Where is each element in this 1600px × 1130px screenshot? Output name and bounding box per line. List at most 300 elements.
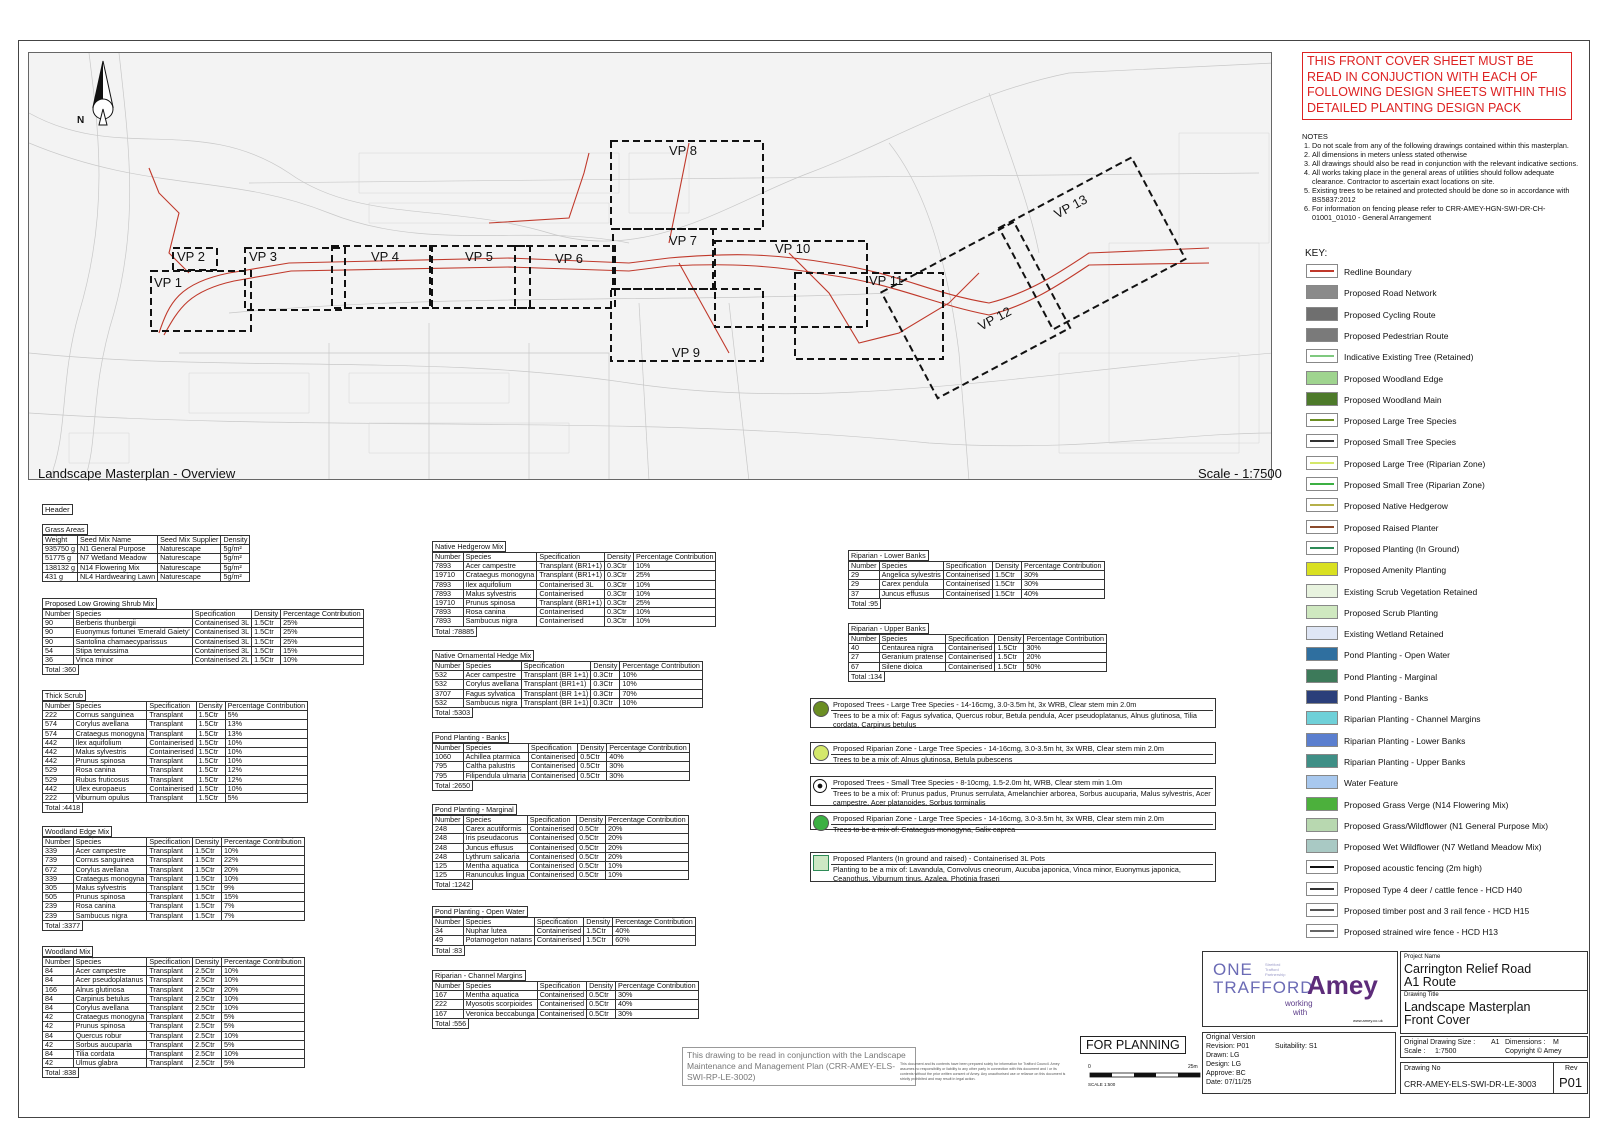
proposal-note bbox=[810, 812, 1216, 834]
table-cell: Caltha palustris bbox=[463, 762, 528, 771]
table-cell: N14 Flowering Mix bbox=[77, 563, 157, 572]
table-cell: 5g/m² bbox=[221, 572, 250, 581]
legend-swatch-mark bbox=[1310, 440, 1334, 442]
table-cell: 222 bbox=[43, 711, 74, 720]
table-cell: Ulex europaeus bbox=[73, 784, 147, 793]
legend-item bbox=[1306, 924, 1586, 940]
viewport-label[interactable]: VP 2 bbox=[177, 249, 205, 264]
proposal-title: Proposed Trees - Large Tree Species - 14-16cmg, 3.0-3.5m ht, 3x WRB, Clear stem min 2.0m bbox=[831, 700, 1213, 711]
legend-item bbox=[1306, 882, 1586, 898]
table-cell: Containerised bbox=[147, 784, 196, 793]
legend-swatch bbox=[1306, 924, 1338, 938]
drawing-subtitle: Front Cover bbox=[1404, 1013, 1470, 1027]
table-total: Total :838 bbox=[42, 1068, 79, 1078]
column-header: Percentage Contribution bbox=[633, 553, 716, 562]
legend-swatch-mark bbox=[1310, 462, 1334, 464]
table-cell: 1.5Ctr bbox=[193, 847, 222, 856]
viewport-label[interactable]: VP 5 bbox=[465, 249, 493, 264]
column-header: Species bbox=[463, 744, 528, 753]
legend-label: Proposed Small Tree Species bbox=[1344, 437, 1456, 448]
table-cell: Alnus glutinosa bbox=[73, 985, 147, 994]
table-cell: 13% bbox=[225, 729, 308, 738]
table-cell: 10% bbox=[606, 871, 689, 880]
column-header: Species bbox=[73, 610, 192, 619]
table-cell: 0.5Ctr bbox=[577, 852, 606, 861]
table-cell: Transplant bbox=[147, 994, 193, 1003]
table-cell: Ulmus glabra bbox=[73, 1059, 147, 1068]
notes-heading: NOTES bbox=[1302, 132, 1328, 141]
table-cell: Containerised bbox=[537, 617, 605, 626]
legend-label: Proposed Grass Verge (N14 Flowering Mix) bbox=[1344, 799, 1509, 810]
table-cell: 2.5Ctr bbox=[193, 976, 222, 985]
table bbox=[42, 701, 308, 803]
column-header: Specification bbox=[946, 635, 995, 644]
table-cell: 167 bbox=[433, 1009, 464, 1018]
proposal-note bbox=[810, 698, 1216, 728]
column-header: Seed Mix Name bbox=[77, 536, 157, 545]
table-cell: 0.3Ctr bbox=[591, 689, 620, 698]
table-cell: 442 bbox=[43, 784, 74, 793]
legend-label: Proposed Grass/Wildflower (N1 General Purpose Mix) bbox=[1344, 820, 1549, 831]
table-cell: Lythrum salicaria bbox=[463, 852, 527, 861]
table-cell: Rosa canina bbox=[73, 766, 147, 775]
table-row bbox=[43, 729, 308, 738]
table-cell: 40% bbox=[613, 927, 696, 936]
legend-swatch bbox=[1306, 711, 1338, 725]
table-cell: 166 bbox=[43, 985, 74, 994]
column-header: Number bbox=[43, 958, 74, 967]
proposal-body: Trees to be a mix of: Fagus sylvatica, Quercus robur, Betula pendula, Acer pseudoplatanus, Alnus glutinosa, Tilia cordata, Carpinus betulus bbox=[833, 710, 1197, 729]
scale-end: 25m bbox=[1188, 1064, 1198, 1070]
table bbox=[42, 957, 305, 1068]
drawing-number-label: Drawing No bbox=[1404, 1065, 1441, 1072]
table-cell: 1.5Ctr bbox=[196, 720, 225, 729]
table-cell: 0.3Ctr bbox=[604, 599, 633, 608]
legend-label: Proposed Small Tree (Riparian Zone) bbox=[1344, 480, 1485, 490]
drawing-number: CRR-AMEY-ELS-SWI-DR-LE-3003 bbox=[1404, 1079, 1537, 1089]
north-label: N bbox=[77, 115, 85, 126]
legend-label: Proposed Scrub Planting bbox=[1344, 607, 1439, 618]
table-cell: Transplant bbox=[147, 729, 196, 738]
table-cell: Crataegus monogyna bbox=[73, 1013, 147, 1022]
table-cell: 5g/m² bbox=[221, 554, 250, 563]
table bbox=[848, 561, 1105, 599]
legend-swatch bbox=[1306, 860, 1338, 874]
table-cell: 1.5Ctr bbox=[252, 628, 281, 637]
amey-logo: Amey bbox=[1307, 970, 1378, 1000]
table-cell: 239 bbox=[43, 902, 74, 911]
table-cell: Naturescape bbox=[158, 563, 221, 572]
viewport-label[interactable]: VP 10 bbox=[775, 241, 811, 256]
legend-label: Proposed Native Hedgerow bbox=[1344, 501, 1448, 512]
table-cell: 20% bbox=[606, 843, 689, 852]
table-total: Total :4418 bbox=[42, 803, 83, 813]
table-cell: 442 bbox=[43, 757, 74, 766]
table-row bbox=[849, 653, 1107, 662]
legend-label: Proposed timber post and 3 rail fence - HCD H15 bbox=[1344, 906, 1530, 916]
table-cell: 20% bbox=[606, 825, 689, 834]
riparian-large-tree-icon bbox=[813, 745, 829, 761]
table-cell: Silene dioica bbox=[879, 662, 946, 671]
table-row bbox=[43, 1059, 305, 1068]
column-header: Density bbox=[221, 536, 250, 545]
column-header: Number bbox=[433, 662, 464, 671]
trafford-logo: TRAFFORD bbox=[1213, 978, 1314, 997]
legend-swatch bbox=[1306, 434, 1338, 448]
masterplan-map bbox=[28, 52, 1272, 480]
table-cell: Stipa tenuissima bbox=[73, 646, 192, 655]
legend-item bbox=[1306, 669, 1586, 685]
viewport-label[interactable]: VP 9 bbox=[672, 345, 700, 360]
table-title: Woodland Edge Mix bbox=[42, 826, 112, 837]
table-cell: 1.5Ctr bbox=[193, 902, 222, 911]
legend-label: Proposed Woodland Edge bbox=[1344, 373, 1444, 384]
column-header: Species bbox=[463, 918, 534, 927]
legend-item bbox=[1306, 307, 1586, 323]
table-cell: Juncus effusus bbox=[463, 843, 527, 852]
table-cell: 40% bbox=[1022, 589, 1105, 598]
table-cell: Achillea ptarmica bbox=[463, 753, 528, 762]
table-cell: 5g/m² bbox=[221, 545, 250, 554]
note-item: 1. Do not scale from any of the following drawings contained within this masterplan. bbox=[1312, 141, 1582, 150]
table-cell: 42 bbox=[43, 1013, 74, 1022]
table-cell: Transplant bbox=[147, 847, 193, 856]
table-cell: 574 bbox=[43, 720, 74, 729]
viewport-label[interactable]: VP 1 bbox=[154, 275, 182, 290]
legend-item bbox=[1306, 860, 1586, 876]
table-row bbox=[433, 571, 716, 580]
table-cell: 30% bbox=[616, 1009, 699, 1018]
table-cell: 167 bbox=[433, 991, 464, 1000]
drawing-number-block bbox=[1400, 1062, 1588, 1094]
table-row bbox=[43, 902, 305, 911]
legend-swatch bbox=[1306, 903, 1338, 917]
table-cell: 49 bbox=[433, 936, 464, 945]
table bbox=[432, 917, 696, 946]
table-cell: Transplant bbox=[147, 865, 193, 874]
table-cell: 0.5Ctr bbox=[578, 771, 607, 780]
project-route: A1 Route bbox=[1404, 975, 1457, 989]
table-cell: Transplant bbox=[147, 902, 193, 911]
table-cell: Nuphar lutea bbox=[463, 927, 534, 936]
legend-label: Pond Planting - Marginal bbox=[1344, 671, 1438, 682]
table-cell: Transplant bbox=[147, 1004, 193, 1013]
table-cell: 10% bbox=[633, 562, 716, 571]
table-cell: 0.5Ctr bbox=[577, 871, 606, 880]
table-cell: 1.5Ctr bbox=[196, 794, 225, 803]
table-cell: 7% bbox=[222, 902, 305, 911]
legend-item bbox=[1306, 690, 1586, 706]
column-header: Percentage Contribution bbox=[1022, 562, 1105, 571]
table-cell: Cornus sanguinea bbox=[73, 856, 147, 865]
viewport-label[interactable]: VP 7 bbox=[669, 233, 697, 248]
table-cell: 222 bbox=[43, 794, 74, 803]
table-title: Pond Planting - Open Water bbox=[432, 906, 528, 917]
table-cell: 40% bbox=[616, 1000, 699, 1009]
table-cell: 10% bbox=[222, 1050, 305, 1059]
table-cell: Containerised bbox=[946, 662, 995, 671]
table-cell: NL4 Hardwearing Lawn bbox=[77, 572, 157, 581]
legend-label: Existing Scrub Vegetation Retained bbox=[1344, 586, 1478, 597]
table-cell: 1.5Ctr bbox=[995, 662, 1024, 671]
table-cell: 15% bbox=[222, 893, 305, 902]
legend-swatch-mark bbox=[1310, 270, 1334, 272]
column-header: Specification bbox=[537, 982, 586, 991]
table-cell: Naturescape bbox=[158, 554, 221, 563]
table-cell: 0.5Ctr bbox=[587, 991, 616, 1000]
table-cell: N7 Wetland Meadow bbox=[77, 554, 157, 563]
woodland-mix-table bbox=[42, 946, 305, 1078]
pond-marginal-table bbox=[432, 804, 689, 890]
legend-item bbox=[1306, 711, 1586, 727]
table-title: Native Ornamental Hedge Mix bbox=[432, 650, 534, 661]
scale-label: Scale : bbox=[1404, 1048, 1426, 1055]
table-cell: 60% bbox=[613, 936, 696, 945]
column-header: Percentage Contribution bbox=[225, 702, 308, 711]
table-row bbox=[43, 794, 308, 803]
scale-label: SCALE 1:500 bbox=[1088, 1082, 1116, 1087]
legend-swatch bbox=[1306, 647, 1338, 661]
approved-by: Approve: BC bbox=[1206, 1070, 1246, 1077]
column-header: Species bbox=[463, 816, 527, 825]
table-cell: Containerised 3L bbox=[537, 580, 605, 589]
viewport-label[interactable]: VP 4 bbox=[371, 249, 399, 264]
legend-swatch bbox=[1306, 584, 1338, 598]
scale-value: 1:7500 bbox=[1435, 1048, 1457, 1055]
table-cell: Containerised bbox=[147, 748, 196, 757]
column-header: Percentage Contribution bbox=[1024, 635, 1107, 644]
table-cell: 532 bbox=[433, 680, 464, 689]
table-cell: 10% bbox=[620, 671, 703, 680]
proposal-body: Trees to be a mix of: Alnus glutinosa, Betula pubescens bbox=[833, 754, 1013, 764]
table-cell: 0.3Ctr bbox=[604, 571, 633, 580]
column-header: Specification bbox=[534, 918, 583, 927]
table-row bbox=[433, 698, 703, 707]
proposal-title: Proposed Riparian Zone - Large Tree Species - 14-16cmg, 3.0-3.5m ht, 3x WRB, Clear stem min 2.0m bbox=[831, 814, 1213, 825]
column-header: Specification bbox=[521, 662, 591, 671]
table-cell: Containerised bbox=[527, 862, 576, 871]
table-cell: Acer campestre bbox=[73, 847, 147, 856]
rev-label: Rev bbox=[1565, 1065, 1578, 1072]
table-row bbox=[43, 720, 308, 729]
notes bbox=[1302, 132, 1582, 222]
table-cell: 2.5Ctr bbox=[193, 1013, 222, 1022]
viewport-label[interactable]: VP 6 bbox=[555, 251, 583, 266]
table-cell: 5% bbox=[225, 794, 308, 803]
legend-swatch bbox=[1306, 349, 1338, 363]
legend-item bbox=[1306, 456, 1586, 472]
column-header: Species bbox=[879, 562, 943, 571]
table-cell: Transplant (BR1+1) bbox=[537, 571, 605, 580]
pond-open-water-table bbox=[432, 906, 696, 956]
table-cell: 339 bbox=[43, 847, 74, 856]
table-cell: Transplant bbox=[147, 711, 196, 720]
legend-label: Proposed Raised Planter bbox=[1344, 522, 1439, 533]
table-total: Total :5303 bbox=[432, 708, 473, 718]
table-cell: 222 bbox=[433, 1000, 464, 1009]
table-cell: Transplant (BR1+1) bbox=[537, 599, 605, 608]
table-total: Total :556 bbox=[432, 1019, 469, 1029]
table-cell: 10% bbox=[222, 1004, 305, 1013]
table-title: Woodland Mix bbox=[42, 946, 93, 957]
table-cell: Berberis thunbergii bbox=[73, 619, 192, 628]
column-header: Number bbox=[43, 838, 74, 847]
column-header: Density bbox=[193, 838, 222, 847]
column-header: Number bbox=[433, 816, 464, 825]
column-header: Number bbox=[433, 553, 464, 562]
table-cell: 54 bbox=[43, 646, 74, 655]
table bbox=[432, 815, 689, 880]
column-header: Percentage Contribution bbox=[606, 816, 689, 825]
table-cell: 1.5Ctr bbox=[196, 738, 225, 747]
table-cell: 40 bbox=[849, 644, 880, 653]
proposal-title: Proposed Trees - Small Tree Species - 8-10cmg, 1.5-2.0m ht, WRB, Clear stem min 1.0m bbox=[831, 778, 1213, 789]
table-cell: Transplant bbox=[147, 985, 193, 994]
table-cell: 1.5Ctr bbox=[193, 865, 222, 874]
table-cell: Transplant (BR 1+1) bbox=[521, 689, 591, 698]
designed-by: Design: LG bbox=[1206, 1061, 1242, 1068]
table-cell: 2.5Ctr bbox=[193, 1059, 222, 1068]
table-cell: Potamogeton natans bbox=[463, 936, 534, 945]
table-cell: Containerised bbox=[528, 753, 577, 762]
table-row bbox=[849, 580, 1105, 589]
version-block bbox=[1202, 1032, 1396, 1094]
table-cell: 42 bbox=[43, 1040, 74, 1049]
table-cell: 1.5Ctr bbox=[193, 911, 222, 920]
legend-swatch bbox=[1306, 626, 1338, 640]
column-header: Percentage Contribution bbox=[222, 958, 305, 967]
table-cell: 7893 bbox=[433, 589, 464, 598]
column-header: Number bbox=[433, 982, 464, 991]
table-cell: 27 bbox=[849, 653, 880, 662]
table-row bbox=[43, 637, 364, 646]
table-cell: 1.5Ctr bbox=[193, 884, 222, 893]
table-title: Pond Planting - Marginal bbox=[432, 804, 517, 815]
size-block bbox=[1400, 1036, 1588, 1058]
table-cell: Transplant bbox=[147, 1040, 193, 1049]
table-cell: 1.5Ctr bbox=[193, 874, 222, 883]
dimensions-label: Dimensions : bbox=[1505, 1039, 1546, 1046]
table-cell: 10% bbox=[633, 580, 716, 589]
table-cell: Crataegus monogyna bbox=[73, 874, 147, 883]
table-cell: 0.3Ctr bbox=[604, 608, 633, 617]
original-version-label: Original Version bbox=[1206, 1034, 1256, 1041]
table-row bbox=[433, 834, 689, 843]
table-cell: Transplant bbox=[147, 1031, 193, 1040]
table-cell: 70% bbox=[620, 689, 703, 698]
table-cell: 20% bbox=[1024, 653, 1107, 662]
table-cell: Fagus sylvatica bbox=[463, 689, 521, 698]
table-cell: 7893 bbox=[433, 580, 464, 589]
table-cell: 84 bbox=[43, 994, 74, 1003]
table-cell: 20% bbox=[606, 834, 689, 843]
table-cell: 2.5Ctr bbox=[193, 967, 222, 976]
read-in-conjunction-note: This drawing to be read in conjunction with the Landscape Maintenance and Management Plan (CRR-AMEY-ELS-SWI-RP-LE-3002) bbox=[682, 1047, 916, 1086]
table-cell: 10% bbox=[225, 738, 308, 747]
logo-tagline: Stretford Trafford Partnership bbox=[1265, 962, 1286, 977]
table-cell: 1.5Ctr bbox=[993, 580, 1022, 589]
viewport-label[interactable]: VP 8 bbox=[669, 143, 697, 158]
column-header: Specification bbox=[537, 553, 605, 562]
column-header: Percentage Contribution bbox=[281, 610, 364, 619]
column-header: Species bbox=[73, 958, 147, 967]
legend-label: Proposed Pedestrian Route bbox=[1344, 330, 1449, 341]
table-cell: 10% bbox=[225, 784, 308, 793]
table-cell: 10% bbox=[620, 680, 703, 689]
table-cell: 1.5Ctr bbox=[196, 766, 225, 775]
legend-swatch bbox=[1306, 328, 1338, 342]
table-cell: Mentha aquatica bbox=[463, 991, 537, 1000]
legend-item bbox=[1306, 328, 1586, 344]
table-cell: Containerised bbox=[534, 936, 583, 945]
table-cell: Malus sylvestris bbox=[73, 884, 147, 893]
table-cell: Containerised 3L bbox=[192, 619, 251, 628]
viewport-label[interactable]: VP 12 bbox=[975, 303, 1014, 334]
legend-swatch-mark bbox=[1310, 547, 1334, 549]
viewport-label[interactable]: VP 13 bbox=[1051, 191, 1090, 222]
project-block bbox=[1400, 951, 1588, 1034]
table-cell: Containerised bbox=[537, 1000, 586, 1009]
table-cell: 30% bbox=[1024, 644, 1107, 653]
column-header: Density bbox=[578, 744, 607, 753]
table-cell: 10% bbox=[633, 617, 716, 626]
for-planning-stamp: FOR PLANNING bbox=[1080, 1036, 1186, 1054]
column-header: Number bbox=[433, 918, 464, 927]
column-header: Specification bbox=[192, 610, 251, 619]
native-hedgerow-table bbox=[432, 541, 716, 637]
table-cell: 1.5Ctr bbox=[995, 644, 1024, 653]
legend-item bbox=[1306, 775, 1586, 791]
table-cell: 1.5Ctr bbox=[196, 729, 225, 738]
table-cell: 138132 g bbox=[43, 563, 78, 572]
table-cell: Carpinus betulus bbox=[73, 994, 147, 1003]
table-row bbox=[43, 656, 364, 665]
proposal-note bbox=[810, 852, 1216, 882]
low-shrub-table bbox=[42, 598, 364, 675]
lower-banks-table bbox=[848, 550, 1105, 609]
table-row bbox=[43, 976, 305, 985]
table-cell: 1.5Ctr bbox=[584, 936, 613, 945]
table-cell: Transplant bbox=[147, 874, 193, 883]
legend-swatch-mark bbox=[1310, 930, 1334, 932]
grass-areas-table bbox=[42, 524, 250, 582]
table-cell: Cornus sanguinea bbox=[73, 711, 147, 720]
table-cell: Containerised bbox=[943, 589, 992, 598]
table-cell: 30% bbox=[616, 991, 699, 1000]
viewport-label[interactable]: VP 3 bbox=[249, 249, 277, 264]
legend-label: Riparian Planting - Channel Margins bbox=[1344, 714, 1481, 725]
legend-swatch-mark bbox=[1310, 419, 1334, 421]
column-header: Specification bbox=[147, 702, 196, 711]
table-cell: Acer campestre bbox=[463, 671, 521, 680]
table-cell: 37 bbox=[849, 589, 880, 598]
table-cell: Carex pendula bbox=[879, 580, 943, 589]
table-cell: Vinca minor bbox=[73, 656, 192, 665]
table-row bbox=[43, 911, 305, 920]
table-cell: 25% bbox=[281, 619, 364, 628]
table-cell: Iris pseudacorus bbox=[463, 834, 527, 843]
column-header: Percentage Contribution bbox=[620, 662, 703, 671]
table-cell: 1.5Ctr bbox=[196, 711, 225, 720]
column-header: Density bbox=[577, 816, 606, 825]
table-cell: 529 bbox=[43, 766, 74, 775]
table-cell: 7% bbox=[222, 911, 305, 920]
legend-item bbox=[1306, 349, 1586, 365]
viewport-label[interactable]: VP 11 bbox=[869, 273, 904, 288]
table-cell: Containerised 3L bbox=[192, 628, 251, 637]
column-header: Density bbox=[252, 610, 281, 619]
column-header: Species bbox=[73, 702, 147, 711]
